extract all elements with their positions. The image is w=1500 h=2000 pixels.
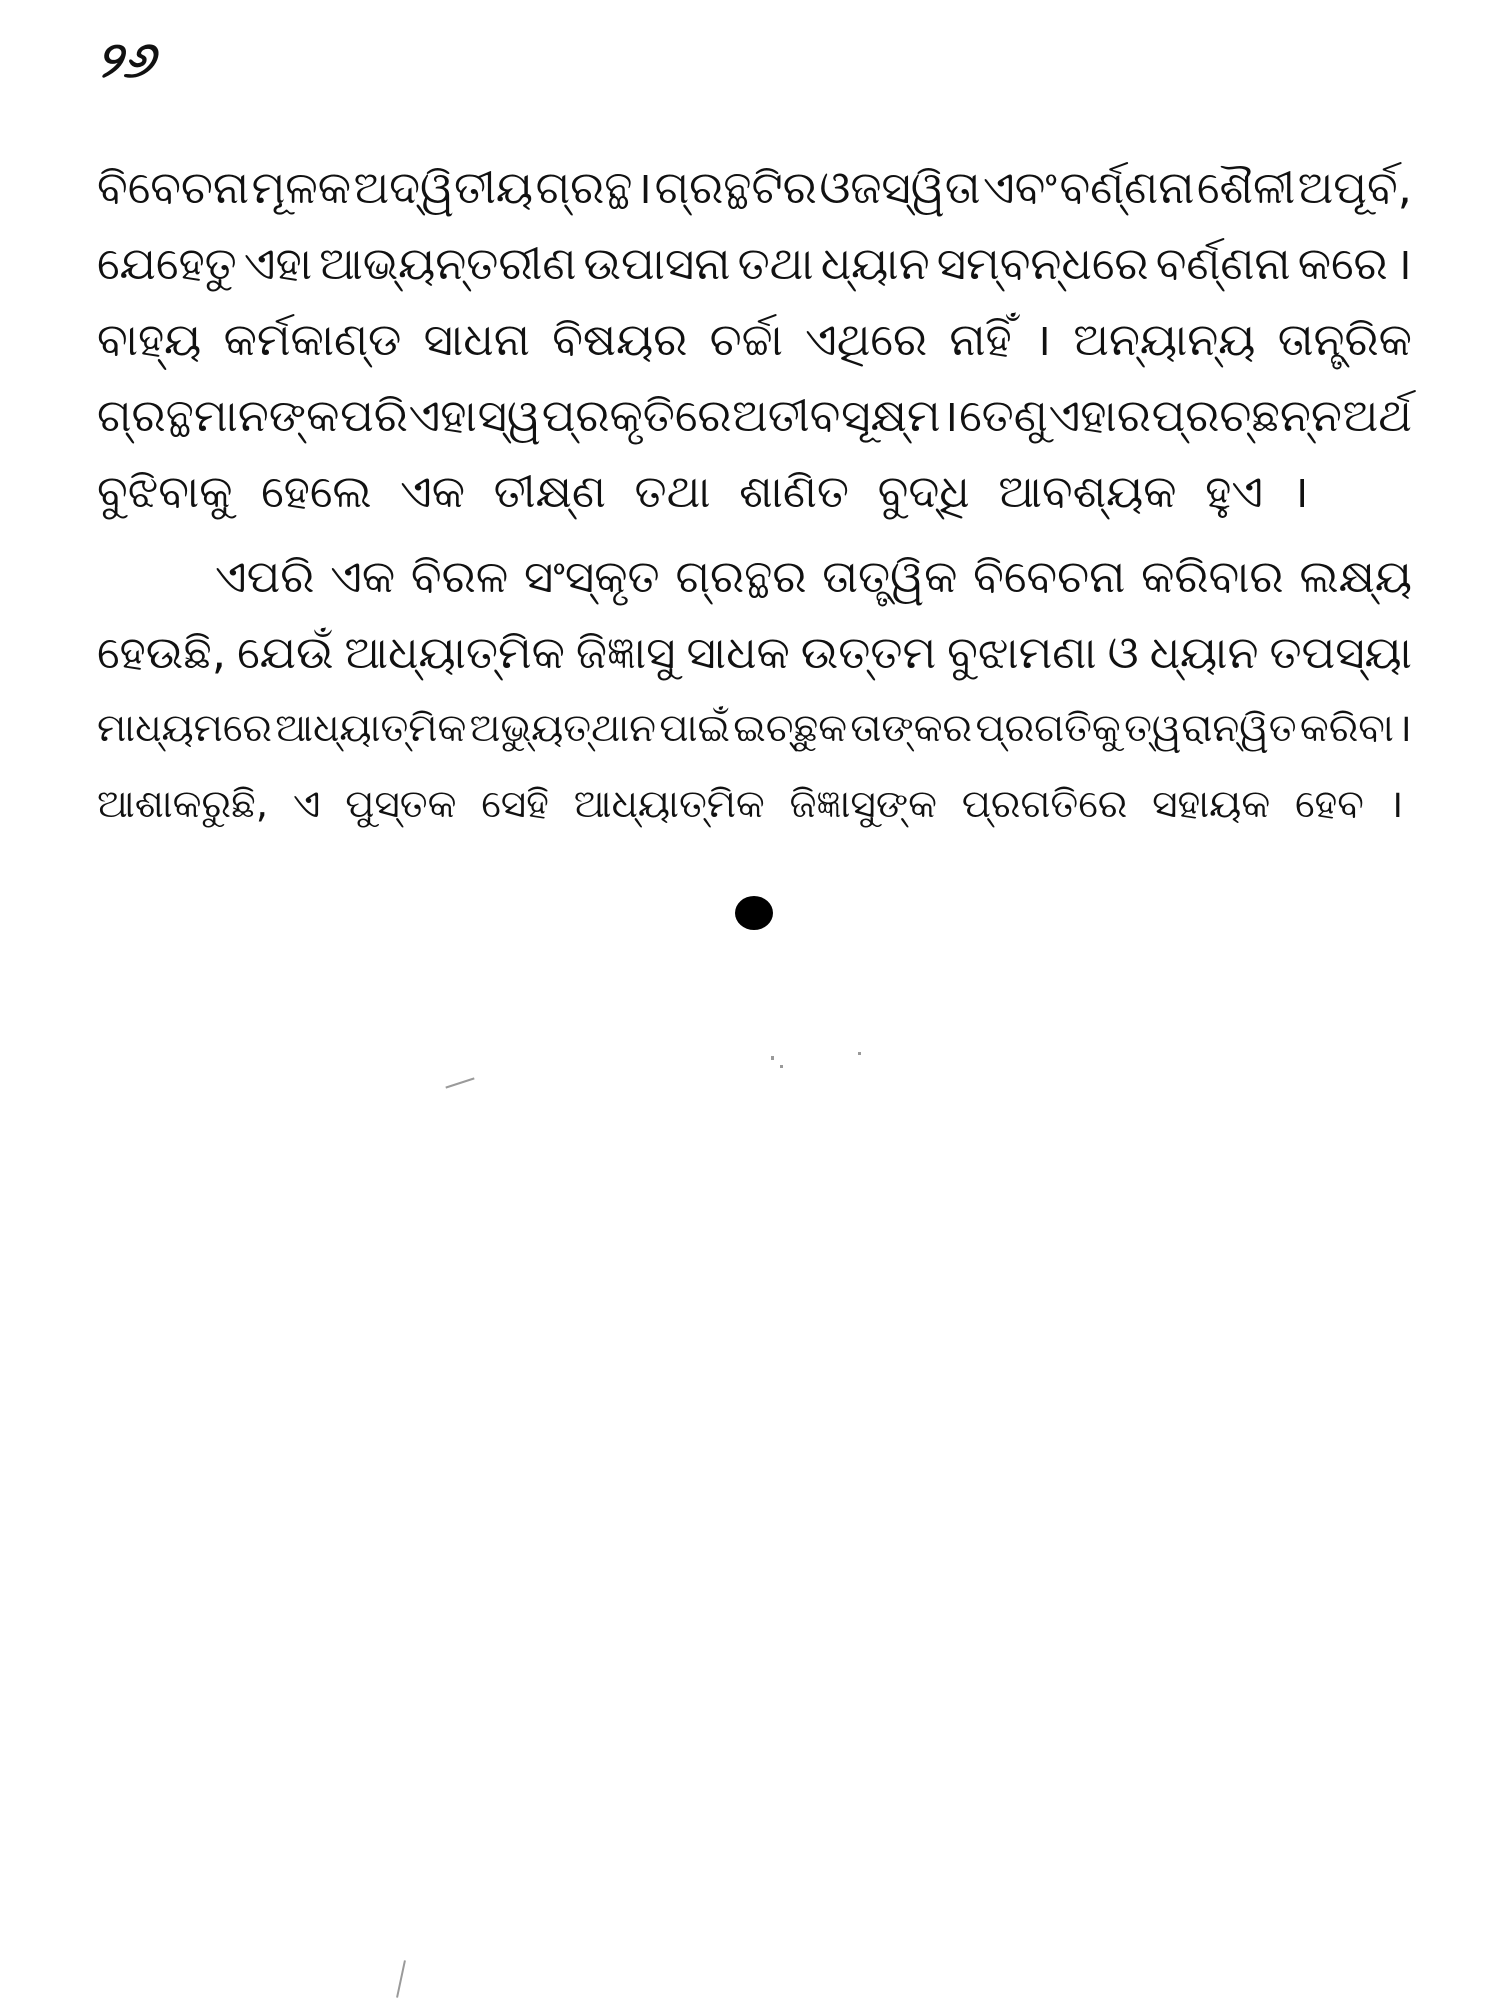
word: ତାଙ୍କର xyxy=(850,706,973,751)
word: ଯେଉଁ xyxy=(237,626,334,679)
word: ଅନ୍ୟାନ୍ୟ xyxy=(1073,313,1256,366)
word: ବିବେଚନା xyxy=(973,550,1126,603)
word: ତଥା xyxy=(737,237,814,290)
scan-speck xyxy=(780,1065,783,1068)
word: ପ୍ରଗତିରେ xyxy=(961,782,1153,827)
word: ହେଉଛି, xyxy=(97,626,227,679)
word: ଏହା xyxy=(243,237,313,290)
end-of-section-dot-icon xyxy=(735,896,773,930)
word: ବୁଝାମଣା xyxy=(947,626,1097,679)
word: ଲକ୍ଷ୍ୟ xyxy=(1299,550,1412,603)
word: କରେ xyxy=(1297,237,1388,290)
word: ବିବେଚନା xyxy=(97,161,250,214)
word: ଆଧ୍ୟାତ୍ମିକ xyxy=(573,782,790,827)
scan-speck xyxy=(858,1052,861,1055)
word: ଯେହେତୁ xyxy=(97,237,237,290)
word: । xyxy=(1034,313,1052,366)
word: ଆଶାକରୁଛି, xyxy=(97,782,293,827)
word: ପାଇଁ xyxy=(659,706,730,751)
word: ଓଜସ୍ୱିତା xyxy=(819,161,981,214)
text-line xyxy=(97,454,1412,530)
word: ପ୍ରଗତିକୁ xyxy=(975,706,1121,751)
word: ସଂସ୍କୃତ xyxy=(524,550,660,603)
word: ଗ୍ରନ୍ଥମାନଙ୍କ xyxy=(97,389,340,442)
word: ତାନ୍ତ୍ରିକ xyxy=(1277,313,1412,366)
word: ଇଚ୍ଛୁକ xyxy=(733,706,848,751)
word: ବର୍ଣ୍ଣନା xyxy=(1059,161,1195,214)
word: ହେଲେ xyxy=(261,465,401,518)
word: ଏ xyxy=(292,782,346,827)
word: ସମ୍ବନ୍ଧରେ xyxy=(936,237,1149,290)
word: । xyxy=(941,389,959,442)
word: ଉତ୍ତମ xyxy=(800,626,937,679)
text-line xyxy=(97,378,1412,454)
word: ଅଦ୍ୱିତୀୟ xyxy=(353,161,534,214)
word: ସୂକ୍ଷ୍ମ xyxy=(841,389,941,442)
word: । xyxy=(1388,782,1404,827)
word: ଏଥିରେ xyxy=(805,313,928,366)
word: ଶୈଳୀ xyxy=(1196,161,1296,214)
scan-speck xyxy=(445,1077,474,1088)
word: ଗ୍ରନ୍ଥର xyxy=(675,550,807,603)
text-line xyxy=(97,615,1412,691)
word: ବିଷୟର xyxy=(552,313,688,366)
word: । xyxy=(1394,237,1412,290)
word: ସହାୟକ xyxy=(1152,782,1295,827)
word: ସ୍ୱ xyxy=(477,389,541,442)
word: ଏହା xyxy=(408,389,477,442)
word: ଏକ xyxy=(330,550,396,603)
word: ଗ୍ରନ୍ଥଟିର xyxy=(654,161,817,214)
word: ଆଧ୍ୟାତ୍ମିକ xyxy=(275,706,467,751)
text-line xyxy=(97,150,1412,226)
word: କରିବାର xyxy=(1141,550,1284,603)
word: ତୀକ୍ଷ୍ଣ xyxy=(493,465,635,518)
word: ବୁଝିବାକୁ xyxy=(97,465,262,518)
word: ଗ୍ରନ୍ଥ xyxy=(535,161,633,214)
word: ଜିଜ୍ଞାସୁଙ୍କ xyxy=(789,782,962,827)
word: ଆଭ୍ୟନ୍ତରୀଣ xyxy=(319,237,577,290)
word: ସାଧକ xyxy=(686,626,790,679)
word: ମାଧ୍ୟମରେ xyxy=(97,706,272,751)
word: କରିବା xyxy=(1299,706,1394,751)
word: ଏପରି xyxy=(215,550,315,603)
text-line xyxy=(97,691,1412,767)
word: ଜିଜ୍ଞାସୁ xyxy=(575,626,676,679)
word: କର୍ମକାଣ୍ଡ xyxy=(223,313,402,366)
word: ଧ୍ୟାନ xyxy=(820,237,930,290)
word: ଆବଶ୍ୟକ xyxy=(998,465,1206,518)
word: ପ୍ରକୃତିରେ xyxy=(541,389,732,442)
word: ବୁଦ୍ଧି xyxy=(877,465,999,518)
word: । xyxy=(1397,706,1412,751)
word: ତ୍ୱରାନ୍ୱିତ xyxy=(1124,706,1297,751)
text-line xyxy=(97,302,1412,378)
word: ଏବଂ xyxy=(983,161,1057,214)
word: ସାଧନା xyxy=(423,313,530,366)
word: ତେଣୁ xyxy=(959,389,1048,442)
word: ବାହ୍ୟ xyxy=(97,313,202,366)
word: ହେବ xyxy=(1294,782,1389,827)
word: ଉପାସନା xyxy=(583,237,731,290)
word: । xyxy=(635,161,653,214)
word: ନାହିଁ xyxy=(949,313,1012,366)
word: ପୁସ୍ତକ xyxy=(345,782,482,827)
word: ଏହାର xyxy=(1048,389,1151,442)
body-text xyxy=(97,150,1412,843)
word: ଶାଣିତ xyxy=(739,465,878,518)
word: ମୂଳକ xyxy=(251,161,352,214)
word: ସେହି xyxy=(481,782,574,827)
word: । xyxy=(1291,465,1309,518)
word: ଆଧ୍ୟାତ୍ମିକ xyxy=(344,626,565,679)
word: ଚର୍ଚ୍ଚା xyxy=(709,313,783,366)
word: ପରି xyxy=(340,389,408,442)
word: ବର୍ଣ୍ଣନା xyxy=(1155,237,1291,290)
word: ହୁଏ xyxy=(1205,465,1292,518)
word: ପ୍ରଚ୍ଛନ୍ନ xyxy=(1151,389,1342,442)
word: ବିରଳ xyxy=(410,550,509,603)
text-line xyxy=(97,539,1412,615)
scan-speck xyxy=(771,1056,774,1060)
text-line xyxy=(97,767,1412,843)
paragraph-2 xyxy=(97,539,1412,843)
scan-speck xyxy=(396,1960,406,1998)
text-line xyxy=(97,226,1412,302)
word: ଅପୂର୍ବ, xyxy=(1297,161,1412,214)
word: ଅଭ୍ୟୁତ୍‌ଥାନ xyxy=(469,706,657,751)
word: ଓ xyxy=(1107,626,1139,679)
word: ଅର୍ଥ xyxy=(1342,389,1412,442)
word: ଅତୀବ xyxy=(732,389,841,442)
word: ଧ୍ୟାନ xyxy=(1149,626,1259,679)
page-number: ୨୬ xyxy=(97,31,156,89)
word: ଏକ xyxy=(400,465,494,518)
word: ତପସ୍ୟା xyxy=(1269,626,1412,679)
paragraph-1 xyxy=(97,150,1412,530)
word: ତଥା xyxy=(634,465,740,518)
paragraph-gap xyxy=(97,530,1412,539)
word: ତାତ୍ତ୍ୱିକ xyxy=(822,550,958,603)
